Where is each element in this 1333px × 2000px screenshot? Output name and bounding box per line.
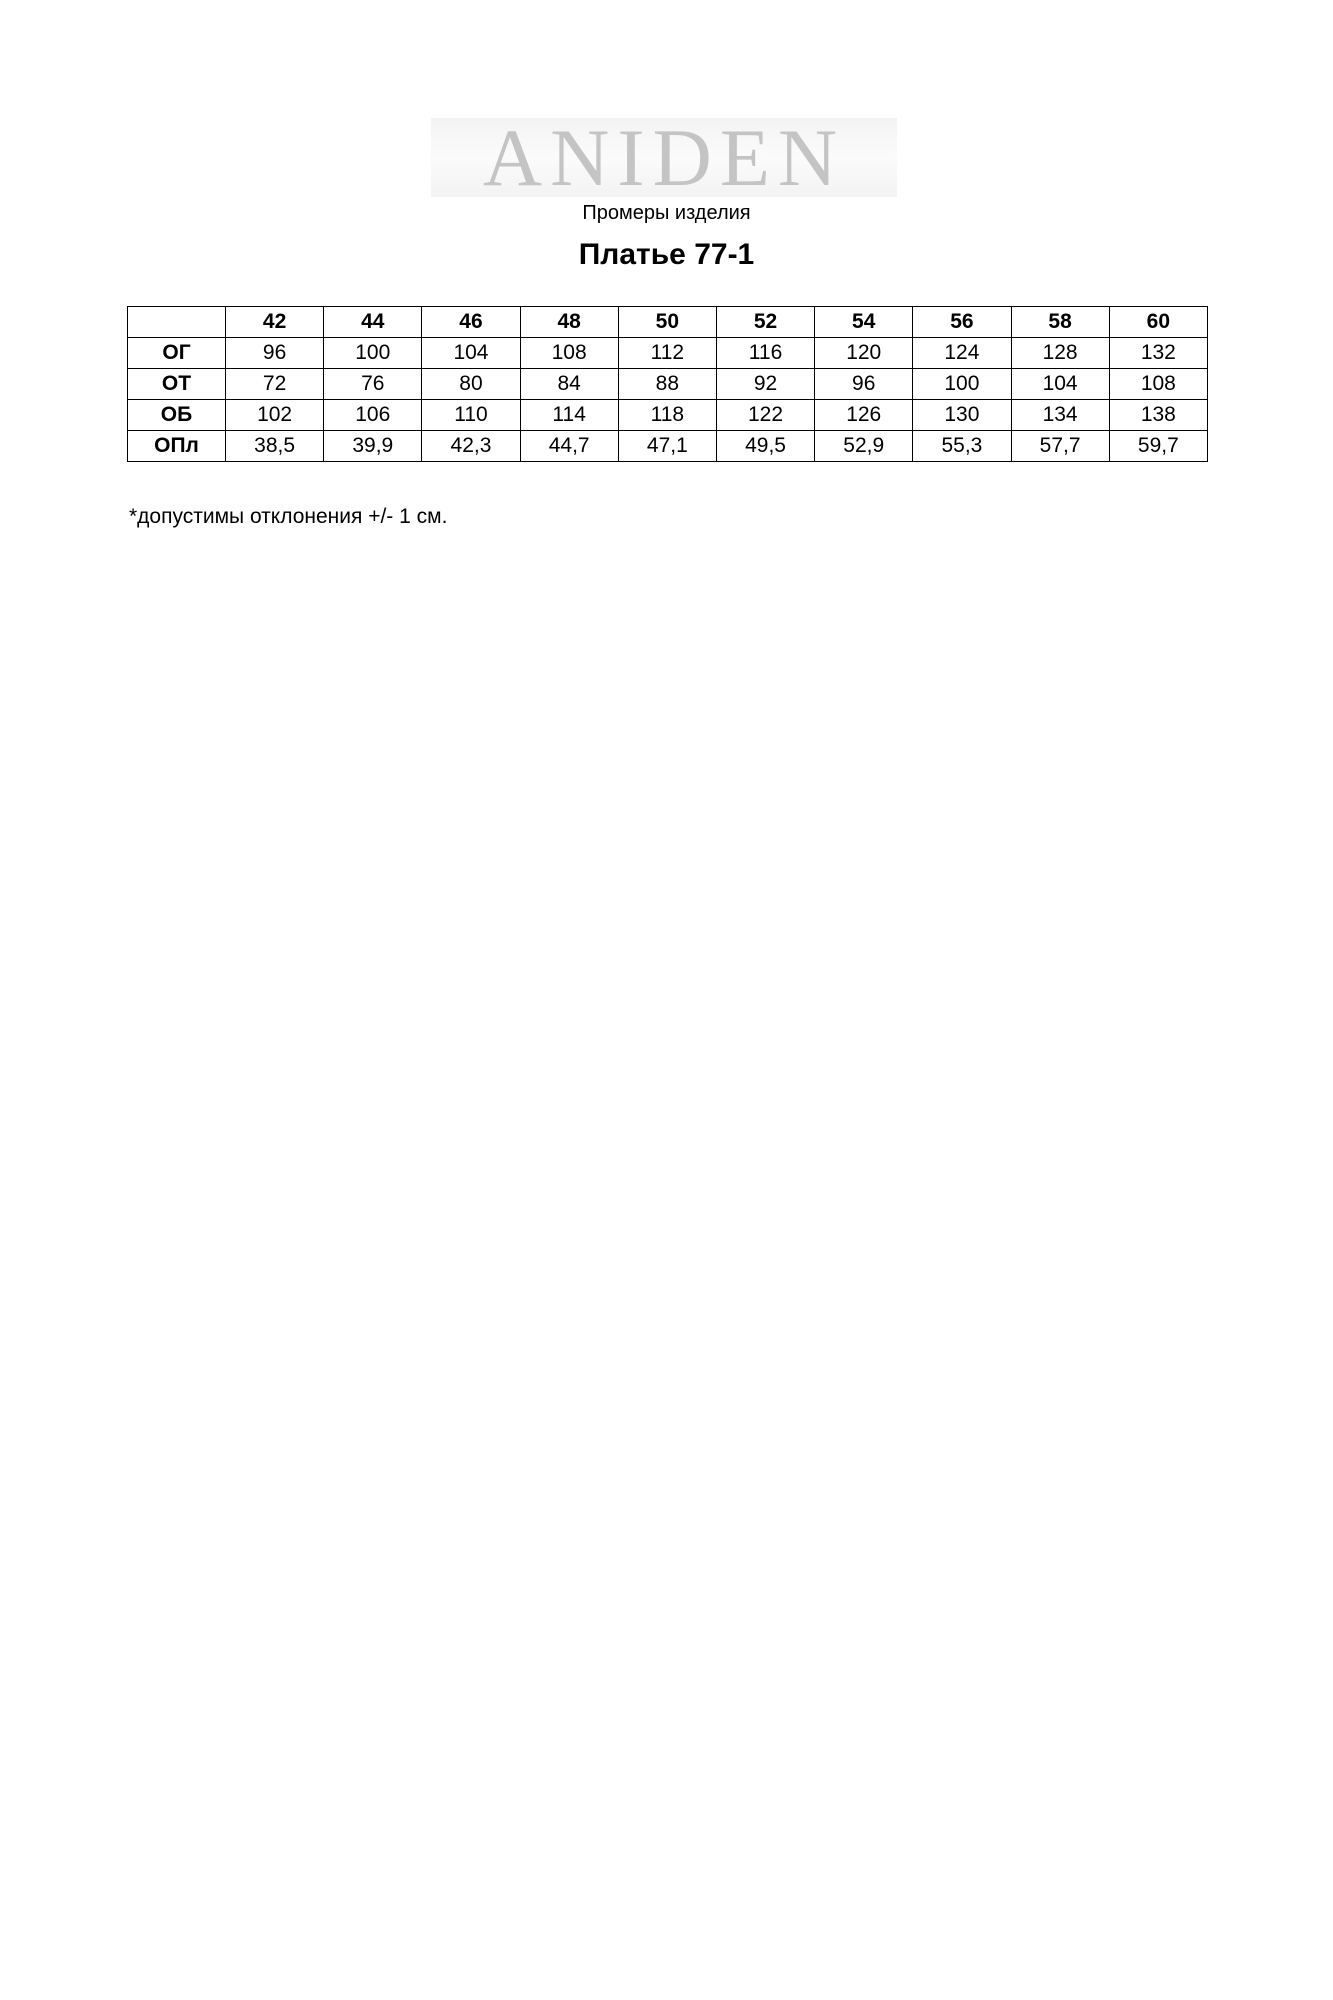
table-cell: 130: [913, 400, 1011, 431]
size-header: 46: [422, 307, 520, 338]
table-cell: 39,9: [324, 431, 422, 462]
table-cell: 102: [226, 400, 324, 431]
table-cell: 57,7: [1011, 431, 1109, 462]
page-subtitle: Промеры изделия: [582, 202, 751, 224]
table-cell: 59,7: [1109, 431, 1207, 462]
table-cell: 72: [226, 369, 324, 400]
tolerance-note: *допустимы отклонения +/- 1 см.: [129, 505, 448, 528]
table-cell: 92: [716, 369, 814, 400]
size-header: 52: [716, 307, 814, 338]
table-cell: 104: [422, 338, 520, 369]
table-cell: 138: [1109, 400, 1207, 431]
table-cell: 80: [422, 369, 520, 400]
table-cell: 52,9: [815, 431, 913, 462]
brand-logo-text: ANIDEN: [482, 111, 846, 203]
table-cell: 88: [618, 369, 716, 400]
table-cell: 49,5: [716, 431, 814, 462]
table-cell: 122: [716, 400, 814, 431]
table-cell: 84: [520, 369, 618, 400]
brand-logo: [431, 111, 897, 203]
table-cell: 114: [520, 400, 618, 431]
size-header: 42: [226, 307, 324, 338]
size-header: 56: [913, 307, 1011, 338]
table-cell: 96: [815, 369, 913, 400]
table-cell: 128: [1011, 338, 1109, 369]
size-header: 44: [324, 307, 422, 338]
row-label: ОГ: [128, 338, 226, 369]
table-row: [128, 369, 1208, 400]
table-cell: 96: [226, 338, 324, 369]
table-cell: 47,1: [618, 431, 716, 462]
table-cell: 55,3: [913, 431, 1011, 462]
table-cell: 106: [324, 400, 422, 431]
table-cell: 108: [520, 338, 618, 369]
table-cell: 100: [324, 338, 422, 369]
row-label: ОПл: [128, 431, 226, 462]
table-cell: 104: [1011, 369, 1109, 400]
table-cell: 124: [913, 338, 1011, 369]
table-header-row: [128, 307, 1208, 338]
table-cell: 44,7: [520, 431, 618, 462]
table-cell: 120: [815, 338, 913, 369]
size-header: 50: [618, 307, 716, 338]
table-cell: 116: [716, 338, 814, 369]
table-cell: 112: [618, 338, 716, 369]
table-cell: 126: [815, 400, 913, 431]
size-header: 58: [1011, 307, 1109, 338]
table-cell: 38,5: [226, 431, 324, 462]
table-row: [128, 431, 1208, 462]
table-cell: 100: [913, 369, 1011, 400]
size-header: 60: [1109, 307, 1207, 338]
table-cell: 118: [618, 400, 716, 431]
table-cell: 132: [1109, 338, 1207, 369]
table-cell: 76: [324, 369, 422, 400]
table-row: [128, 338, 1208, 369]
table-corner-cell: [128, 307, 226, 338]
row-label: ОТ: [128, 369, 226, 400]
size-chart-table: [127, 306, 1208, 462]
size-header: 54: [815, 307, 913, 338]
table-cell: 42,3: [422, 431, 520, 462]
table-cell: 134: [1011, 400, 1109, 431]
table-cell: 108: [1109, 369, 1207, 400]
table-row: [128, 400, 1208, 431]
page-title: Платье 77-1: [578, 238, 755, 271]
row-label: ОБ: [128, 400, 226, 431]
size-header: 48: [520, 307, 618, 338]
table-cell: 110: [422, 400, 520, 431]
